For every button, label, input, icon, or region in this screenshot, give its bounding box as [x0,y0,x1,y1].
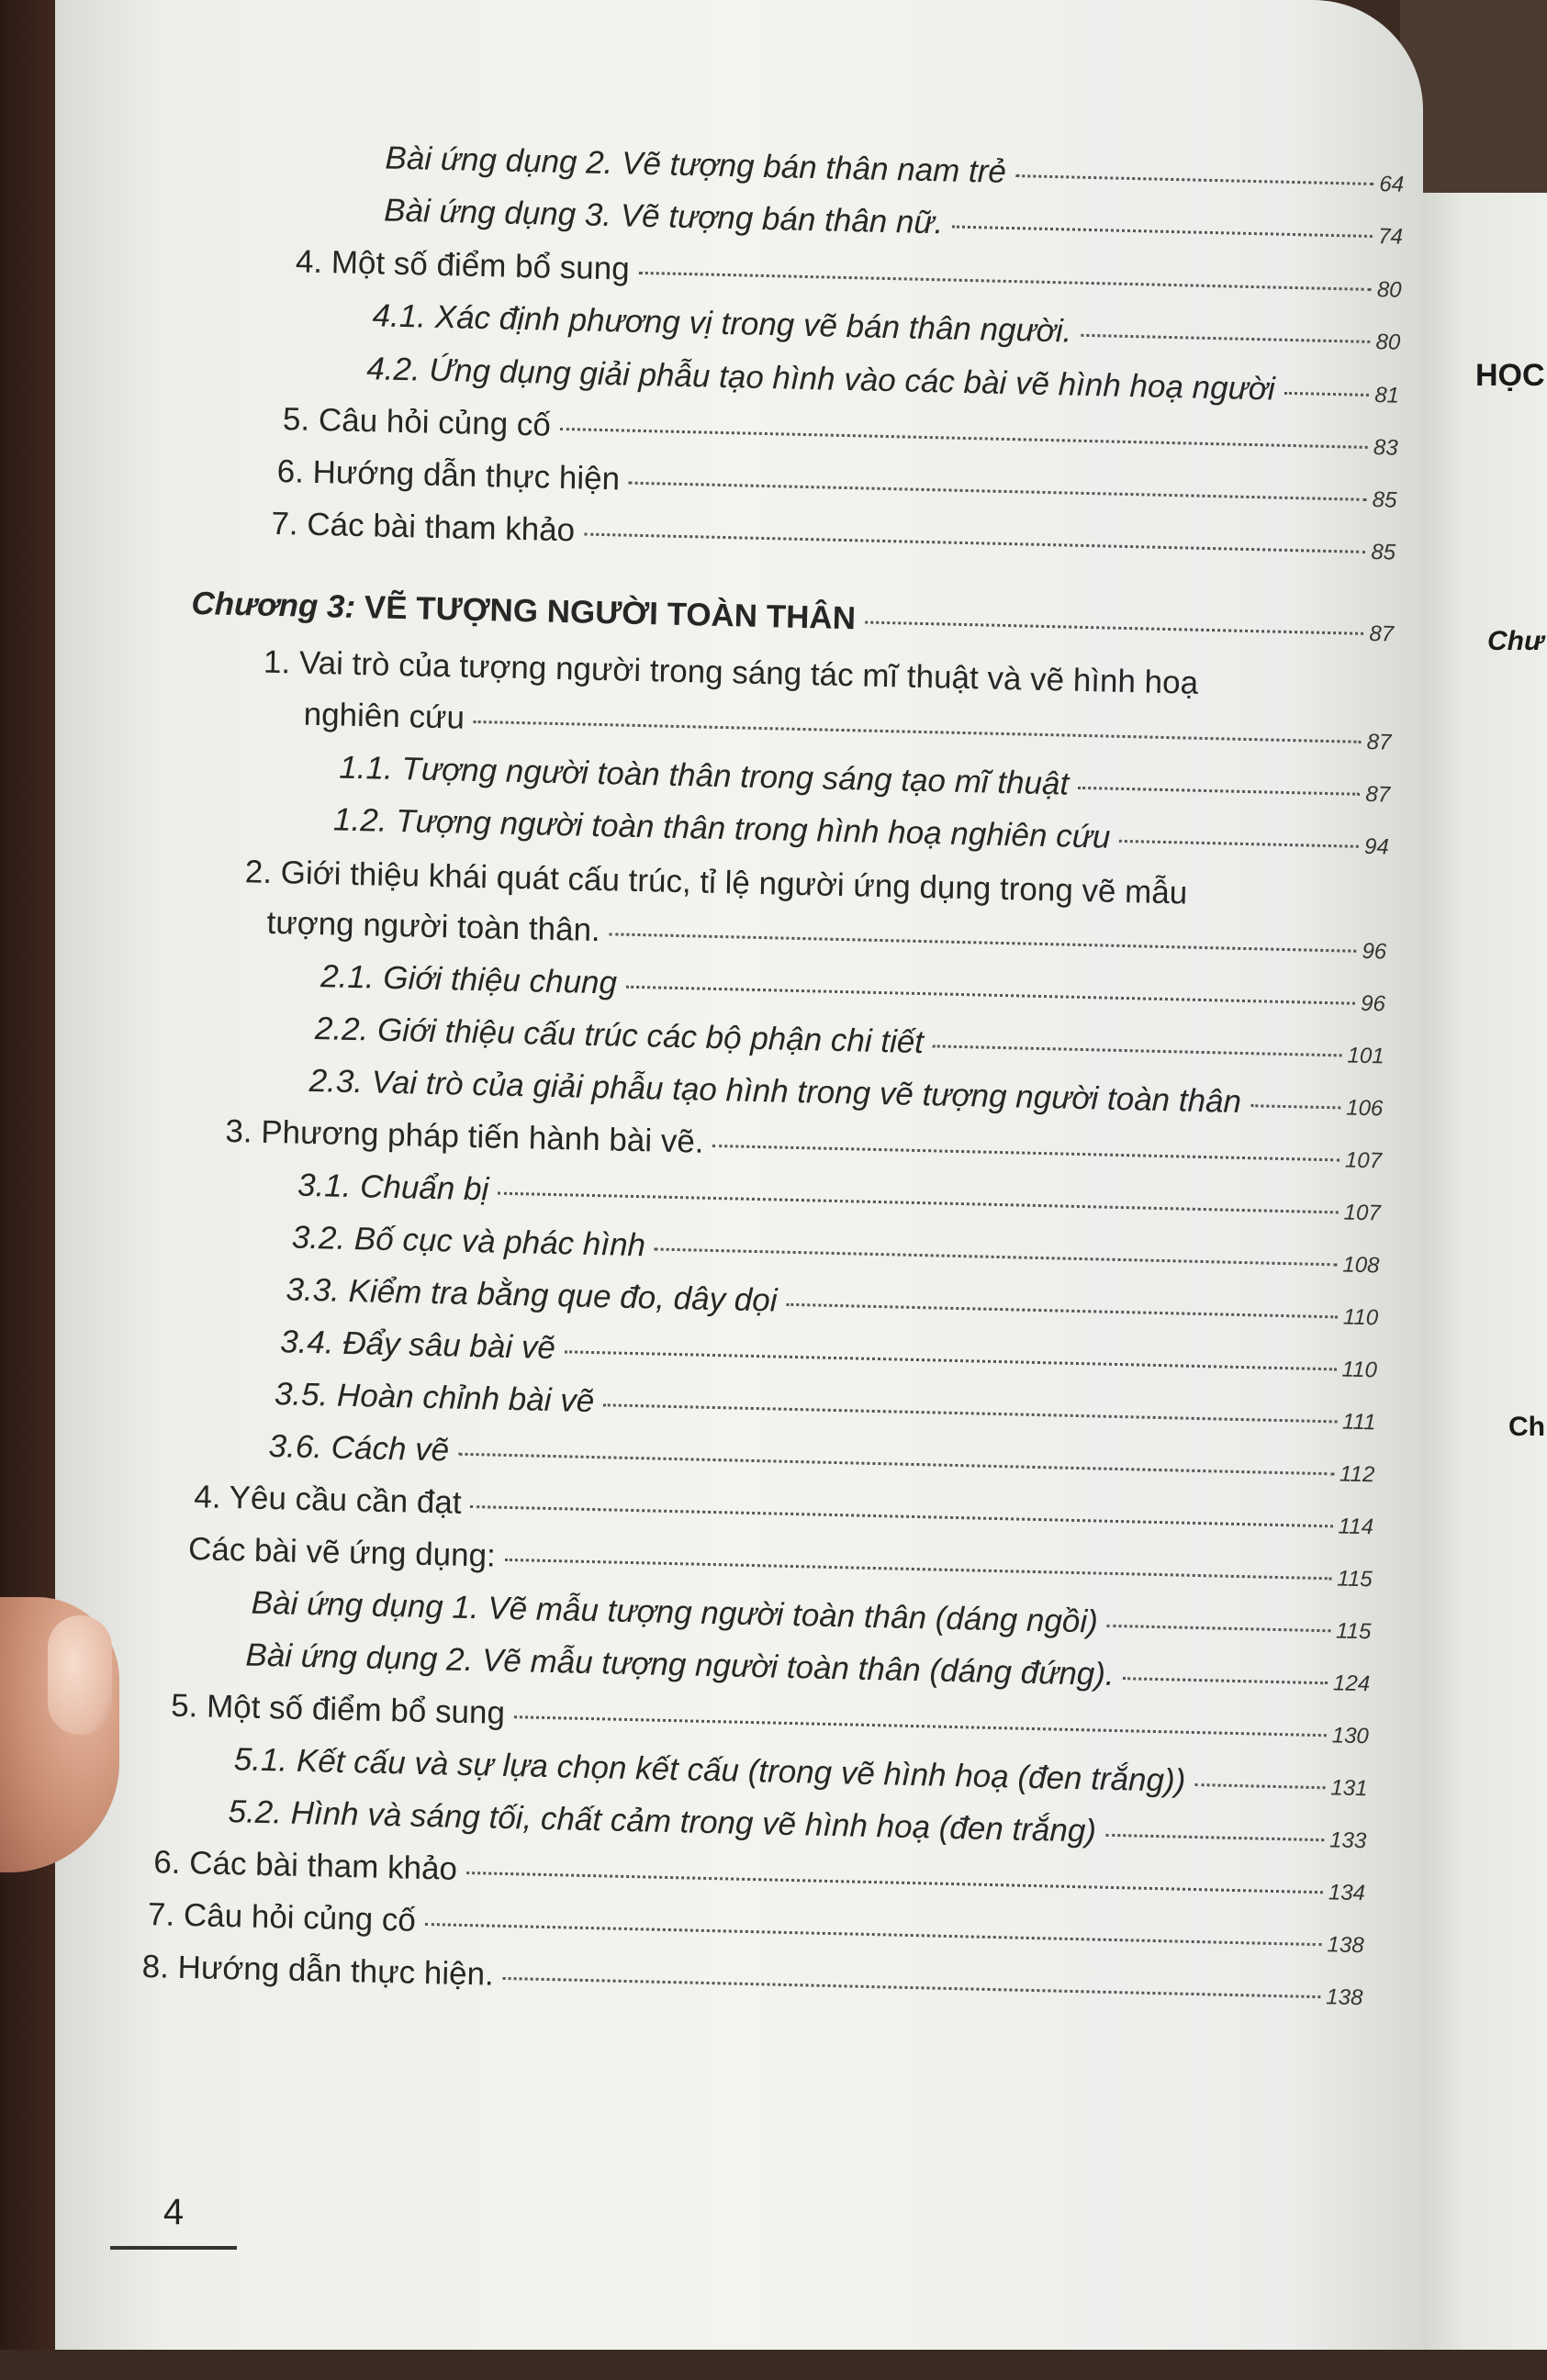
dot-leader [610,933,1357,952]
toc-entry [276,455,1396,513]
toc-entry [271,505,1396,565]
page-number: 4 [110,2192,237,2250]
toc-entry [170,1687,1370,1749]
dot-leader [655,1247,1338,1266]
dot-leader [626,986,1355,1005]
toc-entry-page: 80 [1376,277,1402,303]
toc-entry [383,192,1404,250]
adjacent-page-chapter-2: Ch [1508,1412,1545,1442]
toc-entry [366,352,1400,408]
toc-entry-page: 101 [1347,1043,1384,1069]
toc-entry [283,403,1398,461]
toc-entry-page: 85 [1372,487,1397,513]
dot-leader [458,1453,1334,1476]
toc-entry [385,142,1405,197]
toc-entry-page: 107 [1343,1200,1382,1226]
toc-entry-page: 115 [1335,1618,1372,1645]
toc-entry [194,1481,1373,1539]
dot-leader [629,482,1367,501]
toc-entry-title: nghiên cứu [303,696,465,736]
toc-entry-title: 3.6. Cách vẽ [268,1428,450,1469]
toc-entry-page: 138 [1326,1984,1363,2011]
dot-leader [560,428,1368,449]
toc-entry [148,1898,1364,1958]
toc-entry [234,1743,1368,1801]
toc-entry-page: 114 [1338,1514,1374,1540]
toc-entry-title: 7. Các bài tham khảo [271,505,576,549]
toc-entry [251,1584,1372,1645]
dot-leader [466,1872,1323,1894]
chapter-heading [191,587,1394,647]
toc-entry-title: 3.1. Chuẩn bị [297,1167,489,1208]
toc-entry-title: Bài ứng dụng 2. Vẽ mẫu tượng người toàn thân (dáng đứng). [245,1637,1115,1693]
dot-leader [514,1715,1327,1737]
dot-leader [1081,334,1370,343]
toc-entry-title: 5.2. Hình và sáng tối, chất cảm trong vẽ hình hoạ (đen trắng) [228,1793,1097,1849]
dot-leader [865,621,1364,635]
toc-entry-page: 87 [1369,620,1395,647]
toc-entry [286,1273,1378,1330]
toc-entry-title: 6. Các bài tham khảo [152,1844,458,1887]
toc-entry [280,1325,1377,1382]
toc-entry [333,803,1389,859]
dot-leader [1119,840,1359,848]
toc-entry-wrapped-line: 2. Giới thiệu khái quát cấu trúc, tỉ lệ người ứng dụng trong vẽ mẫu [244,854,1188,911]
toc-entry [268,1430,1374,1487]
toc-entry-page: 81 [1373,383,1400,408]
toc-entry-title: 4.1. Xác định phương vị trong vẽ bán thân người. [372,297,1072,350]
toc-entry-title: 5. Câu hỏi củng cố [282,401,552,443]
toc-entry-wrapped-line: 1. Vai trò của tượng người trong sáng tác mĩ thuật và vẽ hình hoạ [263,643,1199,701]
toc-entry-page: 87 [1366,729,1392,755]
toc-entry-page: 64 [1379,172,1405,197]
dot-leader [425,1923,1322,1946]
toc-entry-page: 111 [1341,1409,1376,1436]
dot-leader [712,1145,1340,1161]
dot-leader [1107,1625,1330,1633]
dot-leader [639,272,1372,291]
toc-entry [153,1846,1365,1905]
toc-entry [291,1219,1380,1279]
toc-entry-title: 1.2. Tượng người toàn thân trong hình hoạ nghiên cứu [332,801,1111,855]
toc-entry-title: 1.1. Tượng người toàn thân trong sáng tạo mĩ thuật [339,749,1070,802]
toc-entry-title: 3.2. Bố cục và phác hình [291,1219,646,1264]
toc-entry-page: 112 [1339,1461,1375,1488]
toc-entry-title: 8. Hướng dẫn thực hiện. [141,1949,495,1993]
toc-entry-title: Bài ứng dụng 1. Vẽ mẫu tượng người toàn thân (dáng ngồi) [251,1584,1099,1640]
toc-entry-page: 94 [1363,833,1390,860]
dot-leader [470,1505,1332,1527]
toc-entry-title: 2.2. Giới thiệu cấu trúc các bộ phận chi tiết [314,1011,925,1061]
toc-entry-title: 5. Một số điểm bổ sung [170,1687,506,1731]
toc-entry-title: Bài ứng dụng 2. Vẽ tượng bán thân nam trẻ [385,140,1007,190]
dot-leader [565,1350,1337,1370]
toc-entry-page: 134 [1328,1880,1366,1906]
toc-entry [141,1950,1362,2010]
toc-entry-title: 3.3. Kiểm tra bằng que đo, dây dọi [286,1271,778,1319]
toc-entry-title: tượng người toàn thân. [266,904,601,949]
dot-leader [1250,1104,1340,1109]
dot-leader [505,1559,1332,1580]
dot-leader [474,721,1362,743]
chapter-label: Chương 3: [191,585,356,625]
chapter-title: VẼ TƯỢNG NGƯỜI TOÀN THÂN [364,589,857,637]
toc-entry-title: Bài ứng dụng 3. Vẽ tượng bán thân nữ. [383,192,944,241]
toc-entry [188,1533,1373,1592]
toc-entry-page: 110 [1341,1357,1378,1383]
toc-entry-title: 2.1. Giới thiệu chung [319,958,618,1001]
toc-entry-title: 2.3. Vai trò của giải phẫu tạo hình trong vẽ tượng người toàn thân [308,1062,1242,1120]
toc-entry-title: Các bài vẽ ứng dụng: [187,1531,497,1574]
dot-leader [1015,174,1374,185]
dot-leader [933,1045,1342,1056]
toc-entry-page: 110 [1342,1304,1379,1331]
dot-leader [1284,392,1370,397]
toc-entry-page: 87 [1365,781,1391,808]
toc-entry-page: 85 [1371,540,1396,565]
toc-entry [225,1112,1383,1174]
toc-entry-page: 107 [1344,1147,1383,1174]
toc-entry-title: 3.4. Đẩy sâu bài vẽ [279,1324,556,1367]
toc-entry-page: 131 [1330,1775,1368,1802]
dot-leader [584,533,1365,553]
dot-leader [1105,1834,1324,1841]
adjacent-page-chapter-1: Chư [1487,626,1544,656]
dot-leader [786,1303,1338,1319]
toc-entry-page: 133 [1328,1827,1367,1854]
toc-entry-title: 3.5. Hoàn chỉnh bài vẽ [274,1376,595,1420]
toc-entry [308,1062,1384,1122]
toc-entry-page: 130 [1331,1723,1370,1749]
toc-entry [315,1012,1384,1068]
toc-entry-title: 4. Yêu cầu cần đạt [193,1479,463,1521]
toc-entry-page: 74 [1377,224,1404,250]
dot-leader [1194,1783,1325,1789]
adjacent-page-heading: HỌC [1475,358,1545,393]
toc-entry [275,1378,1376,1435]
toc-entry-page: 108 [1342,1252,1380,1279]
dot-leader [952,226,1373,238]
toc-entry [320,960,1385,1016]
dot-leader [603,1403,1337,1423]
dot-leader [503,1977,1321,1998]
toc-entry-page: 83 [1373,435,1398,461]
dot-leader [1124,1677,1328,1684]
toc-entry [296,245,1402,302]
toc-entry-title: 5.1. Kết cấu và sự lựa chọn kết cấu (trong vẽ hình hoạ (đen trắng)) [233,1741,1186,1799]
toc-entry [372,299,1401,354]
toc-entry-page: 106 [1345,1095,1384,1122]
dot-leader [498,1192,1339,1214]
toc-entry [266,904,1387,965]
toc-entry [303,698,1391,755]
toc-entry-page: 138 [1327,1932,1364,1959]
thumbnail [48,1615,112,1735]
toc-entry [228,1795,1366,1853]
toc-entry [297,1169,1381,1226]
toc-entry-page: 124 [1332,1670,1371,1697]
toc-entry [245,1639,1370,1697]
toc-entry [339,749,1391,808]
dot-leader [1078,787,1360,796]
toc-entry-page: 80 [1375,330,1401,355]
toc-entry-title: 4.2. Ứng dụng giải phẫu tạo hình vào các bài vẽ hình hoạ người [365,351,1276,408]
toc-entry-page: 115 [1337,1566,1373,1592]
toc-entry-page: 96 [1360,990,1386,1017]
toc-entry-title: 7. Câu hỏi củng cố [147,1896,417,1939]
toc-entry-page: 96 [1362,938,1387,965]
toc-entry-title: 6. Hướng dẫn thực hiện [276,453,621,497]
toc-entry-title: 3. Phương pháp tiến hành bài vẽ. [225,1112,704,1160]
toc-entry-title: 4. Một số điểm bổ sung [295,243,631,287]
